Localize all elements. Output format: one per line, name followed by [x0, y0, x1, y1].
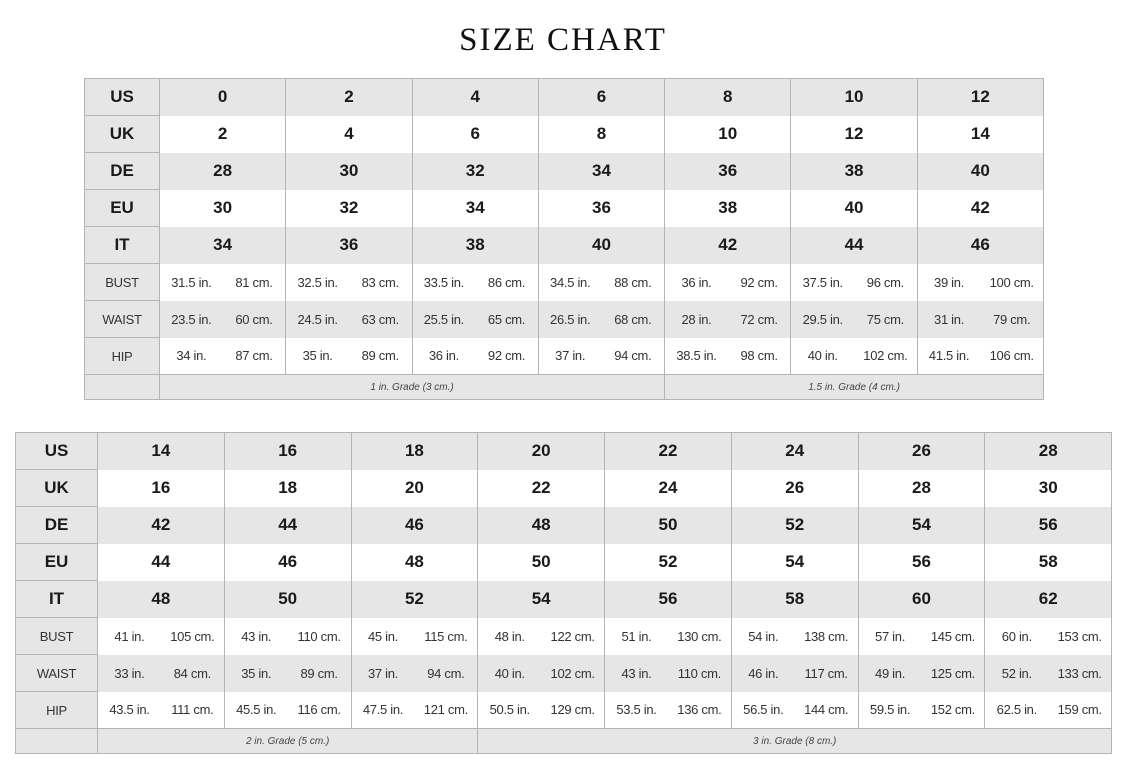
size-value: 52 — [731, 507, 858, 544]
measurement-inches: 36 in. — [665, 264, 728, 301]
measurement-inches: 45 in. — [351, 618, 414, 655]
size-value: 34 — [160, 227, 286, 264]
size-value: 8 — [665, 79, 791, 116]
measurement-cm: 125 cm. — [921, 655, 984, 692]
size-row — [85, 79, 1044, 116]
measurement-inches: 40 in. — [791, 338, 854, 375]
size-chart-table-small — [84, 78, 1044, 400]
size-value: 30 — [985, 470, 1112, 507]
measurement-inches: 37.5 in. — [791, 264, 854, 301]
size-system-label: EU — [16, 544, 98, 581]
size-value: 16 — [98, 470, 225, 507]
grade-row-blank — [85, 375, 160, 400]
size-value: 48 — [478, 507, 605, 544]
measurement-cm: 63 cm. — [349, 301, 412, 338]
size-value: 2 — [160, 116, 286, 153]
measurement-inches: 56.5 in. — [731, 692, 794, 729]
measurement-inches: 43 in. — [605, 655, 668, 692]
size-value: 54 — [731, 544, 858, 581]
measurement-cm: 116 cm. — [288, 692, 351, 729]
size-value: 28 — [858, 470, 985, 507]
size-value: 22 — [605, 433, 732, 470]
size-value: 20 — [478, 433, 605, 470]
measurement-cm: 136 cm. — [668, 692, 731, 729]
measurement-inches: 43.5 in. — [98, 692, 161, 729]
size-row — [16, 544, 1112, 581]
measurement-cm: 68 cm. — [601, 301, 664, 338]
size-value: 50 — [224, 581, 351, 618]
size-value: 58 — [731, 581, 858, 618]
size-value: 32 — [412, 153, 538, 190]
measurement-inches: 50.5 in. — [478, 692, 541, 729]
measurement-label: WAIST — [85, 301, 160, 338]
size-value: 18 — [351, 433, 478, 470]
size-value: 10 — [665, 116, 791, 153]
measurement-label: WAIST — [16, 655, 98, 692]
size-system-label: UK — [16, 470, 98, 507]
grade-note: 1.5 in. Grade (4 cm.) — [665, 375, 1044, 400]
measurement-label: BUST — [85, 264, 160, 301]
size-value: 34 — [412, 190, 538, 227]
measurement-inches: 23.5 in. — [160, 301, 223, 338]
size-value: 38 — [412, 227, 538, 264]
size-system-label: DE — [85, 153, 160, 190]
grade-row — [16, 729, 1112, 754]
size-value: 56 — [605, 581, 732, 618]
size-system-label: US — [16, 433, 98, 470]
size-value: 52 — [605, 544, 732, 581]
size-value: 4 — [286, 116, 412, 153]
size-value: 28 — [985, 433, 1112, 470]
measurement-cm: 81 cm. — [223, 264, 286, 301]
measurement-label: HIP — [85, 338, 160, 375]
measurement-inches: 51 in. — [605, 618, 668, 655]
measurement-inches: 37 in. — [538, 338, 601, 375]
size-value: 26 — [858, 433, 985, 470]
size-value: 30 — [160, 190, 286, 227]
size-value: 58 — [985, 544, 1112, 581]
measurement-inches: 48 in. — [478, 618, 541, 655]
measurement-inches: 31 in. — [917, 301, 980, 338]
measurement-row — [16, 618, 1112, 655]
size-row — [85, 190, 1044, 227]
size-system-label: US — [85, 79, 160, 116]
size-value: 36 — [286, 227, 412, 264]
grade-note: 3 in. Grade (8 cm.) — [478, 729, 1112, 754]
size-value: 32 — [286, 190, 412, 227]
measurement-cm: 111 cm. — [161, 692, 224, 729]
measurement-inches: 45.5 in. — [224, 692, 287, 729]
size-value: 36 — [538, 190, 664, 227]
measurement-cm: 92 cm. — [728, 264, 791, 301]
size-system-label: UK — [85, 116, 160, 153]
measurement-row — [85, 264, 1044, 301]
measurement-cm: 83 cm. — [349, 264, 412, 301]
measurement-cm: 60 cm. — [223, 301, 286, 338]
measurement-cm: 94 cm. — [601, 338, 664, 375]
size-value: 36 — [665, 153, 791, 190]
measurement-inches: 32.5 in. — [286, 264, 349, 301]
measurement-row — [16, 692, 1112, 729]
measurement-inches: 54 in. — [731, 618, 794, 655]
measurement-inches: 52 in. — [985, 655, 1048, 692]
size-value: 28 — [160, 153, 286, 190]
size-value: 2 — [286, 79, 412, 116]
measurement-cm: 110 cm. — [288, 618, 351, 655]
measurement-inches: 35 in. — [224, 655, 287, 692]
grade-row — [85, 375, 1044, 400]
size-value: 34 — [538, 153, 664, 190]
grade-row-blank — [16, 729, 98, 754]
size-row — [85, 227, 1044, 264]
measurement-cm: 98 cm. — [728, 338, 791, 375]
measurement-inches: 25.5 in. — [412, 301, 475, 338]
measurement-cm: 72 cm. — [728, 301, 791, 338]
measurement-cm: 144 cm. — [795, 692, 858, 729]
size-value: 54 — [478, 581, 605, 618]
measurement-inches: 36 in. — [412, 338, 475, 375]
measurement-inches: 29.5 in. — [791, 301, 854, 338]
measurement-row — [85, 301, 1044, 338]
size-value: 46 — [917, 227, 1043, 264]
measurement-cm: 105 cm. — [161, 618, 224, 655]
measurement-inches: 33 in. — [98, 655, 161, 692]
size-value: 44 — [791, 227, 917, 264]
measurement-inches: 41 in. — [98, 618, 161, 655]
size-value: 46 — [351, 507, 478, 544]
size-value: 62 — [985, 581, 1112, 618]
measurement-inches: 49 in. — [858, 655, 921, 692]
size-system-label: DE — [16, 507, 98, 544]
page-title: SIZE CHART — [459, 22, 667, 58]
measurement-cm: 129 cm. — [541, 692, 604, 729]
measurement-inches: 31.5 in. — [160, 264, 223, 301]
measurement-label: BUST — [16, 618, 98, 655]
size-row — [16, 507, 1112, 544]
measurement-cm: 130 cm. — [668, 618, 731, 655]
measurement-cm: 86 cm. — [475, 264, 538, 301]
size-row — [16, 581, 1112, 618]
size-value: 56 — [858, 544, 985, 581]
size-value: 24 — [731, 433, 858, 470]
measurement-cm: 89 cm. — [288, 655, 351, 692]
measurement-cm: 122 cm. — [541, 618, 604, 655]
size-value: 24 — [605, 470, 732, 507]
measurement-inches: 24.5 in. — [286, 301, 349, 338]
size-value: 16 — [224, 433, 351, 470]
size-system-label: IT — [16, 581, 98, 618]
size-value: 12 — [791, 116, 917, 153]
size-value: 44 — [224, 507, 351, 544]
measurement-cm: 87 cm. — [223, 338, 286, 375]
measurement-cm: 117 cm. — [795, 655, 858, 692]
measurement-cm: 84 cm. — [161, 655, 224, 692]
measurement-inches: 34.5 in. — [538, 264, 601, 301]
size-row — [85, 153, 1044, 190]
measurement-inches: 39 in. — [917, 264, 980, 301]
size-value: 8 — [538, 116, 664, 153]
size-value: 18 — [224, 470, 351, 507]
measurement-inches: 33.5 in. — [412, 264, 475, 301]
measurement-cm: 152 cm. — [921, 692, 984, 729]
measurement-inches: 46 in. — [731, 655, 794, 692]
measurement-cm: 138 cm. — [795, 618, 858, 655]
measurement-inches: 57 in. — [858, 618, 921, 655]
size-value: 42 — [98, 507, 225, 544]
measurement-cm: 88 cm. — [601, 264, 664, 301]
size-value: 40 — [538, 227, 664, 264]
measurement-cm: 100 cm. — [980, 264, 1043, 301]
measurement-inches: 38.5 in. — [665, 338, 728, 375]
measurement-cm: 159 cm. — [1048, 692, 1111, 729]
size-value: 38 — [665, 190, 791, 227]
measurement-inches: 60 in. — [985, 618, 1048, 655]
size-value: 26 — [731, 470, 858, 507]
measurement-inches: 35 in. — [286, 338, 349, 375]
measurement-inches: 62.5 in. — [985, 692, 1048, 729]
size-value: 20 — [351, 470, 478, 507]
measurement-cm: 65 cm. — [475, 301, 538, 338]
measurement-cm: 96 cm. — [854, 264, 917, 301]
grade-note: 2 in. Grade (5 cm.) — [98, 729, 478, 754]
size-value: 42 — [665, 227, 791, 264]
size-value: 50 — [605, 507, 732, 544]
size-value: 56 — [985, 507, 1112, 544]
measurement-inches: 43 in. — [224, 618, 287, 655]
size-value: 6 — [412, 116, 538, 153]
measurement-inches: 37 in. — [351, 655, 414, 692]
size-value: 30 — [286, 153, 412, 190]
measurement-cm: 79 cm. — [980, 301, 1043, 338]
measurement-label: HIP — [16, 692, 98, 729]
size-system-label: EU — [85, 190, 160, 227]
measurement-cm: 102 cm. — [541, 655, 604, 692]
measurement-inches: 28 in. — [665, 301, 728, 338]
size-value: 10 — [791, 79, 917, 116]
measurement-inches: 40 in. — [478, 655, 541, 692]
size-value: 54 — [858, 507, 985, 544]
size-row — [85, 116, 1044, 153]
measurement-cm: 145 cm. — [921, 618, 984, 655]
measurement-cm: 115 cm. — [414, 618, 477, 655]
measurement-inches: 26.5 in. — [538, 301, 601, 338]
size-value: 40 — [791, 190, 917, 227]
measurement-row — [16, 655, 1112, 692]
size-system-label: IT — [85, 227, 160, 264]
size-value: 60 — [858, 581, 985, 618]
size-row — [16, 433, 1112, 470]
measurement-cm: 94 cm. — [414, 655, 477, 692]
size-row — [16, 470, 1112, 507]
measurement-inches: 47.5 in. — [351, 692, 414, 729]
measurement-cm: 121 cm. — [414, 692, 477, 729]
measurement-cm: 153 cm. — [1048, 618, 1111, 655]
size-value: 6 — [538, 79, 664, 116]
size-value: 48 — [98, 581, 225, 618]
measurement-cm: 110 cm. — [668, 655, 731, 692]
measurement-inches: 41.5 in. — [917, 338, 980, 375]
size-value: 14 — [917, 116, 1043, 153]
size-value: 22 — [478, 470, 605, 507]
measurement-cm: 106 cm. — [980, 338, 1043, 375]
size-value: 48 — [351, 544, 478, 581]
size-value: 0 — [160, 79, 286, 116]
size-chart-table-large — [15, 432, 1112, 754]
measurement-cm: 92 cm. — [475, 338, 538, 375]
size-value: 42 — [917, 190, 1043, 227]
size-value: 44 — [98, 544, 225, 581]
size-value: 38 — [791, 153, 917, 190]
measurement-cm: 102 cm. — [854, 338, 917, 375]
measurement-cm: 89 cm. — [349, 338, 412, 375]
size-value: 50 — [478, 544, 605, 581]
size-value: 14 — [98, 433, 225, 470]
size-value: 52 — [351, 581, 478, 618]
measurement-row — [85, 338, 1044, 375]
measurement-inches: 34 in. — [160, 338, 223, 375]
measurement-inches: 53.5 in. — [605, 692, 668, 729]
size-value: 4 — [412, 79, 538, 116]
grade-note: 1 in. Grade (3 cm.) — [160, 375, 665, 400]
measurement-inches: 59.5 in. — [858, 692, 921, 729]
measurement-cm: 133 cm. — [1048, 655, 1111, 692]
size-value: 40 — [917, 153, 1043, 190]
size-value: 12 — [917, 79, 1043, 116]
size-value: 46 — [224, 544, 351, 581]
measurement-cm: 75 cm. — [854, 301, 917, 338]
